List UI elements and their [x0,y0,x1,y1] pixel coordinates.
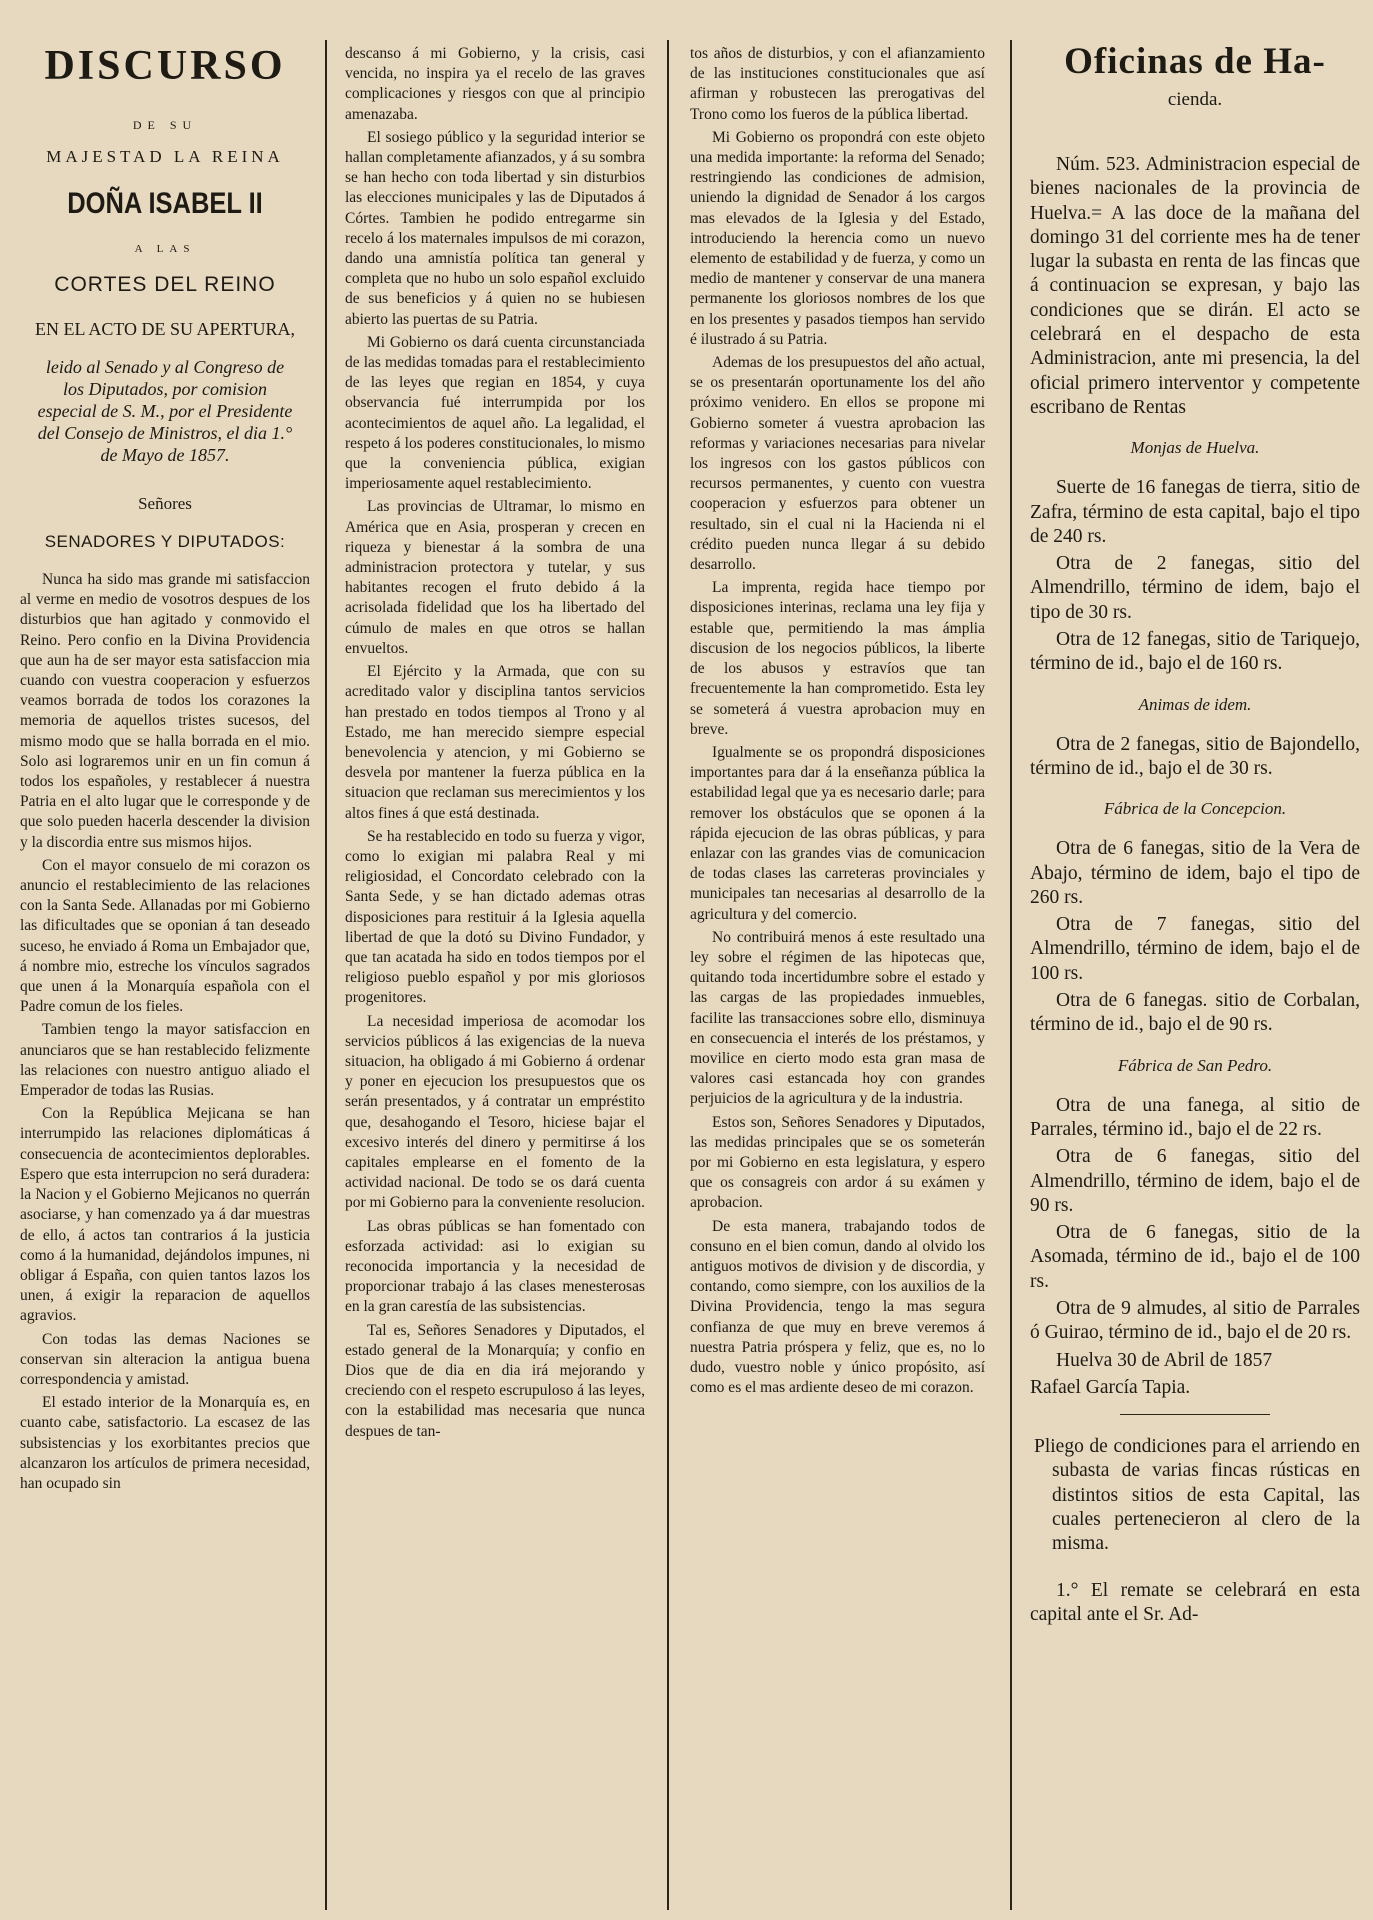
paragraph: De esta manera, trabajando todos de consuno en el bien comun, dando al olvido los antiguos motivos de division y de discordia, y contando, como siempre, con los auxilios de la Divina Providencia, tengo la mas segura confianza de que muy en breve veremos á nuestra Patria próspera y feliz, que es, no lo dudo, vuestro noble y único propósito, así como es el mas ardiente deseo de mi corazon. [690,1217,985,1397]
oficinas-subtitle: cienda. [1167,89,1223,110]
paragraph: El estado interior de la Monarquía es, en cuanto cabe, satisfactorio. La escasez de las subsistencias y los exorbitantes precios que alcanzaron los artículos de primera necesidad, han ocupado sin [20,1394,310,1492]
signoff-date: Huelva 30 de Abril de 1857 [1056,1349,1273,1371]
list-item: Otra de 6 fanegas, sitio del Almendrillo, término de idem, bajo el de 90 rs. [1030,1146,1360,1216]
leido-subheading: leido al Senado y al Congreso de los Diputados, por comision especial de S. M., por el Presidente del Consejo de Ministros, el dia 1.° de Mayo de 1857. [37,357,293,465]
paragraph: tos años de disturbios, y con el afianzamiento de las instituciones constitucionales que así afirman y robustecen las prerogativas del Trono como los fueros de la pública libertad. [690,45,985,123]
discurso-title: DISCURSO [44,43,286,89]
cortes-heading: CORTES DEL REINO [54,273,276,296]
list-item: Otra de 2 fanegas, sitio del Almendrillo, término de idem, bajo el tipo de 30 rs. [1030,553,1360,623]
list-item: Otra de 6 fanegas, sitio de la Vera de Abajo, término de idem, bajo el tipo de 260 rs. [1030,838,1360,908]
paragraph: El Ejército y la Armada, que con su acreditado valor y disciplina tantos servicios han prestado en todos tiempos al Trono y al Estado, me han merecido siempre especial benevolencia y atencion, y mi Gobierno se desvela por mantener la fuerza pública en la situacion que reclaman sus merecimientos y los altos fines á que está destinada. [345,663,645,822]
list-item: Otra de 12 fanegas, sitio de Tariquejo, término de id., bajo el de 160 rs. [1030,629,1360,675]
majestad-label: MAJESTAD LA REINA [46,147,284,166]
paragraph: Estos son, Señores Senadores y Diputados, las medidas principales que se os someterán por mi Gobierno en esta legislatura, y espero que os consagreis con ardor á su exámen y aprobacion. [690,1113,985,1212]
acto-heading: EN EL ACTO DE SU APERTURA, [35,319,295,339]
paragraph: La imprenta, regida hace tiempo por disposiciones interinas, reclama una ley fija y estable que, permitiendo la mas ámplia discusion de los negocios públicos, la liberte de los abusos y estravíos que tan frecuentemente la han comprometido. Esta ley se someterá á vuestra aprobacion muy en breve. [690,579,985,738]
signature: Rafael García Tapia. [1030,1376,1191,1398]
list-item: Otra de 9 almudes, al sitio de Parrales ó Guirao, término de id., bajo el de 20 rs. [1030,1297,1360,1344]
paragraph: Mi Gobierno os propondrá con este objeto una medida importante: la reforma del Senado; restringiendo las condiciones de admision, uniendo la dignidad de Senador á los cargos mas elevados de la Iglesia y del Estado, introduciendo la herencia como un nuevo elemento de estabilidad y de fuerza, y como un medio de mantener y conservar de una manera permanente los gloriosos nombres de los que en los presentes y pasados tiempos han servido é ilustrado á su Patria. [690,128,985,348]
oficinas-title: Oficinas de Ha- [1064,41,1326,82]
paragraph: Igualmente se os propondrá disposiciones importantes para dar á la enseñanza pública la estabilidad legal que ya es necesario darle; para remover los obstáculos que se oponen á la rápida ejecucion de las obras públicas, y para enlazar con las grandes vias de comunicacion de todas clases las carreteras provinciales y municipales tan necesarias al desarrollo de la agricultura y del comercio. [690,743,985,923]
senadores-salutation: SENADORES Y DIPUTADOS: [44,532,286,551]
column-rule [325,40,327,1910]
list-item: Otra de 7 fanegas, sitio del Almendrillo, término de idem, bajo el de 100 rs. [1030,914,1360,984]
paragraph: descanso á mi Gobierno, y la crisis, casi vencida, no inspira ya el recelo de las graves complicaciones y riesgos con que al principio amenazaba. [345,45,645,123]
paragraph: Con el mayor consuelo de mi corazon os anuncio el restablecimiento de las relaciones con la Santa Sede. Allanadas por mi Gobierno las dificultades que se oponian á tan deseado suceso, he enviado á Roma un Embajador que, á nombre mio, estreche los vínculos sagrados que unen á la Monarquía española con el Padre comun de los fieles. [20,856,310,1016]
a-las-label: A LAS [134,243,196,255]
pliego-heading: Pliego de condiciones para el arriendo en subasta de varias fincas rústicas en distintos sitios de esta Capital, las cuales pertenecieron al clero de la misma. [1034,1436,1360,1555]
section-heading: Fábrica de San Pedro. [1117,1055,1273,1075]
list-item: Otra de 6 fanegas. sitio de Corbalan, término de id., bajo el de 90 rs. [1030,990,1360,1036]
section-divider [1120,1414,1270,1415]
queen-name: DOÑA ISABEL II [67,187,263,220]
list-item: Otra de 2 fanegas, sitio de Bajondello, término de id., bajo el de 30 rs. [1030,733,1360,779]
paragraph: Con todas las demas Naciones se conservan sin alteracion la antigua buena correspondencia y amistad. [20,1330,310,1388]
paragraph: Tal es, Señores Senadores y Diputados, el estado general de la Monarquía; y confio en Dios que de dia en dia irá mejorando y creciendo con el respeto escrupuloso á las leyes, con la estabilidad mas necesaria que nunca despues de tan- [345,1321,645,1440]
paragraph: Nunca ha sido mas grande mi satisfaccion al verme en medio de vosotros despues de los disturbios que han agitado y conmovido el Reino. Pero confio en la Divina Providencia que aun ha de ser mayor esta satisfaccion mia cuando con vuestra cooperacion y esfuerzos veamos borrada de todos los corazones la memoria de aquellos tristes sucesos, del mismo modo que se halla borrada en el mio. Solo asi lograremos unir en un fin comun á todos los españoles, y restablecer á nuestra Patria en el alto lugar que le corresponde y de que solo pueden hacerla descender la division y la discordia entre sus mismos hijos. [20,571,310,851]
section-heading: Animas de idem. [1138,694,1252,714]
paragraph: Ademas de los presupuestos del año actual, se os presentarán oportunamente los del año próximo venidero. En ellos se propone mi Gobierno someter á vuestra aprobacion las reformas y variaciones necesarias para nivelar los ingresos con los gastos públicos con recursos permanentes, y cuento con vuestra cooperacion y esfuerzos para obtener un resultado, sin el cual ni la Hacienda ni el crédito pueden nunca llegar á su debido desarrollo. [690,354,985,574]
paragraph: El sosiego público y la seguridad interior se hallan completamente afianzados, y á su sombra se han hecho con toda libertad y sin disturbios las elecciones municipales y las de Diputados á Córtes. Tambien he podido entregarme sin recelo á los maternales impulsos de mi corazon, dando una amnistía política tan general y completa que no hubo un solo español excluido de sus beneficios y á quien no se hubiesen abierto las puertas de su Patria. [345,128,645,328]
paragraph: Las obras públicas se han fomentado con esforzada actividad: asi lo exigian su reconocida importancia y la necesidad de proporcionar trabajo á las clases menesterosas en la gran carestía de las subsistencias. [345,1217,645,1316]
paragraph: No contribuirá menos á este resultado una ley sobre el régimen de las hipotecas que, quitando toda incertidumbre sobre el estado y las cargas de las propiedades inmuebles, facilite las transacciones sobre ello, disminuya en consecuencia el interés de los préstamos, y movilice en cierto modo esta gran masa de valores casi estancada hoy con grandes perjuicios de la agricultura y de la industria. [690,928,985,1108]
notice-intro: Núm. 523. Administracion especial de bienes nacionales de la provincia de Huelva.= A las doce de la mañana del domingo 31 del corriente mes ha de tener lugar la subasta en renta de las fincas que á continuacion se expresan, y bajo las condiciones que se dirán. El acto se celebrará en el despacho de esta Administracion, ante mi presencia, la del oficial primero interventor y competente escribano de Rentas [1030,154,1360,418]
paragraph: La necesidad imperiosa de acomodar los servicios públicos á las exigencias de la nueva situacion, ha obligado á mi Gobierno á ordenar y poner en ejecucion los presupuestos que os serán presentados, y á contratar un empréstito que, desahogando el Tesoro, hiciese bajar el excesivo interés del dinero y permitirse á los capitales emplearse en el fomento de la actividad nacional. De todo se os dará cuenta por mi Gobierno para la conveniente resolucion. [345,1012,645,1212]
section-heading: Monjas de Huelva. [1130,438,1260,458]
section-heading: Fábrica de la Concepcion. [1103,799,1287,819]
column-rule [667,40,669,1910]
list-item: Suerte de 16 fanegas de tierra, sitio de Zafra, término de esta capital, bajo el tipo de 240 rs. [1030,477,1360,547]
paragraph: Tambien tengo la mayor satisfaccion en anunciaros que se han restablecido felizmente las relaciones con nuestro antiguo aliado el Emperador de todas las Rusias. [20,1021,310,1100]
condition-1: 1.° El remate se celebrará en esta capital ante el Sr. Ad- [1030,1579,1360,1625]
paragraph: Con la República Mejicana se han interrumpido las relaciones diplomáticas á consecuencia de acontecimientos deplorables. Espero que esta interrupcion no será duradera: la Nacion y el Gobierno Mejicanos no querrán asociarse, y han comenzado ya á dar muestras de ello, á actos tan contrarios á la justicia como á la humanidad, dejándolos impunes, ni obligar á España, con quien tantos lazos los unen, á exigir la reparacion de aquellos agravios. [20,1105,310,1325]
column-rule [1010,40,1012,1910]
column-4 [1030,0,1360,1920]
paragraph: Se ha restablecido en todo su fuerza y vigor, como lo exigian mi palabra Real y mi religiosidad, el Concordato celebrado con la Santa Sede, y se han dictado ademas otras disposiciones para restituir á la Iglesia aquella libertad de que la dotó su Divino Fundador, y que tan acatada ha sido en todos tiempos por el religioso pueblo español y por mis gloriosos progenitores. [345,827,645,1007]
paragraph: Mi Gobierno os dará cuenta circunstanciada de las medidas tomadas para el restablecimiento de las leyes que regian en 1854, y cuya observancia fué interrumpida por los acontecimientos de aquel año. La legalidad, el respeto á los poderes constitucionales, lo mismo que la conveniencia pública, exigian imperiosamente aquel restablecimiento. [345,333,645,493]
column-2 [345,0,645,1920]
list-item: Otra de 6 fanegas, sitio de la Asomada, término de id., bajo el de 100 rs. [1030,1222,1360,1292]
list-item: Otra de una fanega, al sitio de Parrales, término id., bajo el de 22 rs. [1030,1094,1360,1140]
paragraph: Las provincias de Ultramar, lo mismo en América que en Asia, prosperan y crecen en riqueza y bienestar á la sombra de una administracion protectora y tutelar, y sus habitantes recogen el fruto debido á la acrisolada fidelidad que los ha libertado del cúmulo de males en que otros se hallan envueltos. [345,498,645,657]
senores-salutation: Señores [138,494,192,513]
column-3 [690,0,985,1920]
de-su-label: DE SU [132,118,198,132]
column-1 [20,0,310,1920]
